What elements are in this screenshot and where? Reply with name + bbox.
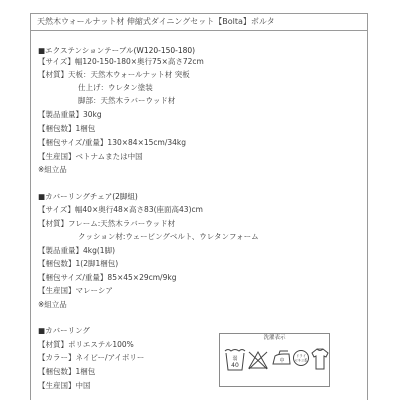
cover-material: 【材質】ポリエステル100% bbox=[38, 340, 134, 349]
chair-package-size: 【梱包サイズ/重量】85×45×29cm/9kg bbox=[38, 273, 177, 282]
hang-dry-icon bbox=[311, 347, 329, 371]
cover-heading: ■カバーリング bbox=[38, 326, 90, 335]
chair-heading: ■カバーリングチェア(2脚組) bbox=[38, 192, 138, 201]
chair-material-cushion: クッション材:ウェービングベルト、ウレタンフォーム bbox=[78, 232, 259, 241]
dry-clean-icon bbox=[292, 348, 310, 370]
chair-packages: 【梱包数】1(2脚1梱包) bbox=[38, 259, 119, 268]
dry-clean-label-2: セキユ系 bbox=[294, 358, 308, 363]
chair-material-frame: 【材質】フレーム:天然木ラバーウッド材 bbox=[38, 219, 176, 228]
table-material-legs: 脚部：天然木ラバーウッド材 bbox=[78, 96, 176, 105]
table-material-top: 【材質】天板：天然木ウォールナット材 突板 bbox=[38, 70, 190, 79]
table-heading: ■エクステンションテーブル(W120-150-180) bbox=[38, 46, 196, 55]
chair-size: 【サイズ】幅40×奥行48×高さ83(座面高43)cm bbox=[38, 205, 203, 214]
care-label-title: 洗濯表示 bbox=[263, 335, 286, 341]
care-label-box bbox=[219, 333, 330, 387]
washing-tub-icon bbox=[224, 346, 246, 372]
cover-color: 【カラー】ネイビー/アイボリー bbox=[38, 353, 145, 362]
wash-temperature-text: 40 bbox=[231, 362, 239, 369]
table-material-finish: 仕上げ：ウレタン塗装 bbox=[78, 83, 153, 92]
chair-assembly-note: ※組立品 bbox=[38, 300, 67, 309]
table-weight: 【製品重量】30kg bbox=[38, 110, 102, 119]
table-packages: 【梱包数】1梱包 bbox=[38, 124, 96, 133]
iron-icon bbox=[270, 350, 292, 368]
dry-clean-label-1: ドライ bbox=[295, 354, 307, 358]
no-bleach-icon bbox=[247, 350, 269, 370]
table-assembly-note: ※組立品 bbox=[38, 165, 67, 174]
cover-origin: 【生産国】中国 bbox=[38, 381, 91, 390]
wash-strength-text: 弱 bbox=[232, 356, 238, 362]
page-title: 天然木ウォールナット材 伸縮式ダイニングセット【Bolta】ボルタ bbox=[37, 17, 275, 26]
cover-packages: 【梱包数】1梱包 bbox=[38, 367, 96, 376]
title-bar bbox=[30, 13, 368, 31]
table-origin: 【生産国】ベトナムまたは中国 bbox=[38, 152, 143, 161]
chair-origin: 【生産国】マレーシア bbox=[38, 286, 113, 295]
iron-temperature-text: 中 bbox=[279, 358, 285, 364]
chair-weight: 【製品重量】4kg(1脚) bbox=[38, 246, 115, 255]
table-size: 【サイズ】幅120-150-180×奥行75×高さ72cm bbox=[38, 57, 204, 66]
table-package-size: 【梱包サイズ/重量】130×84×15cm/34kg bbox=[38, 138, 187, 147]
